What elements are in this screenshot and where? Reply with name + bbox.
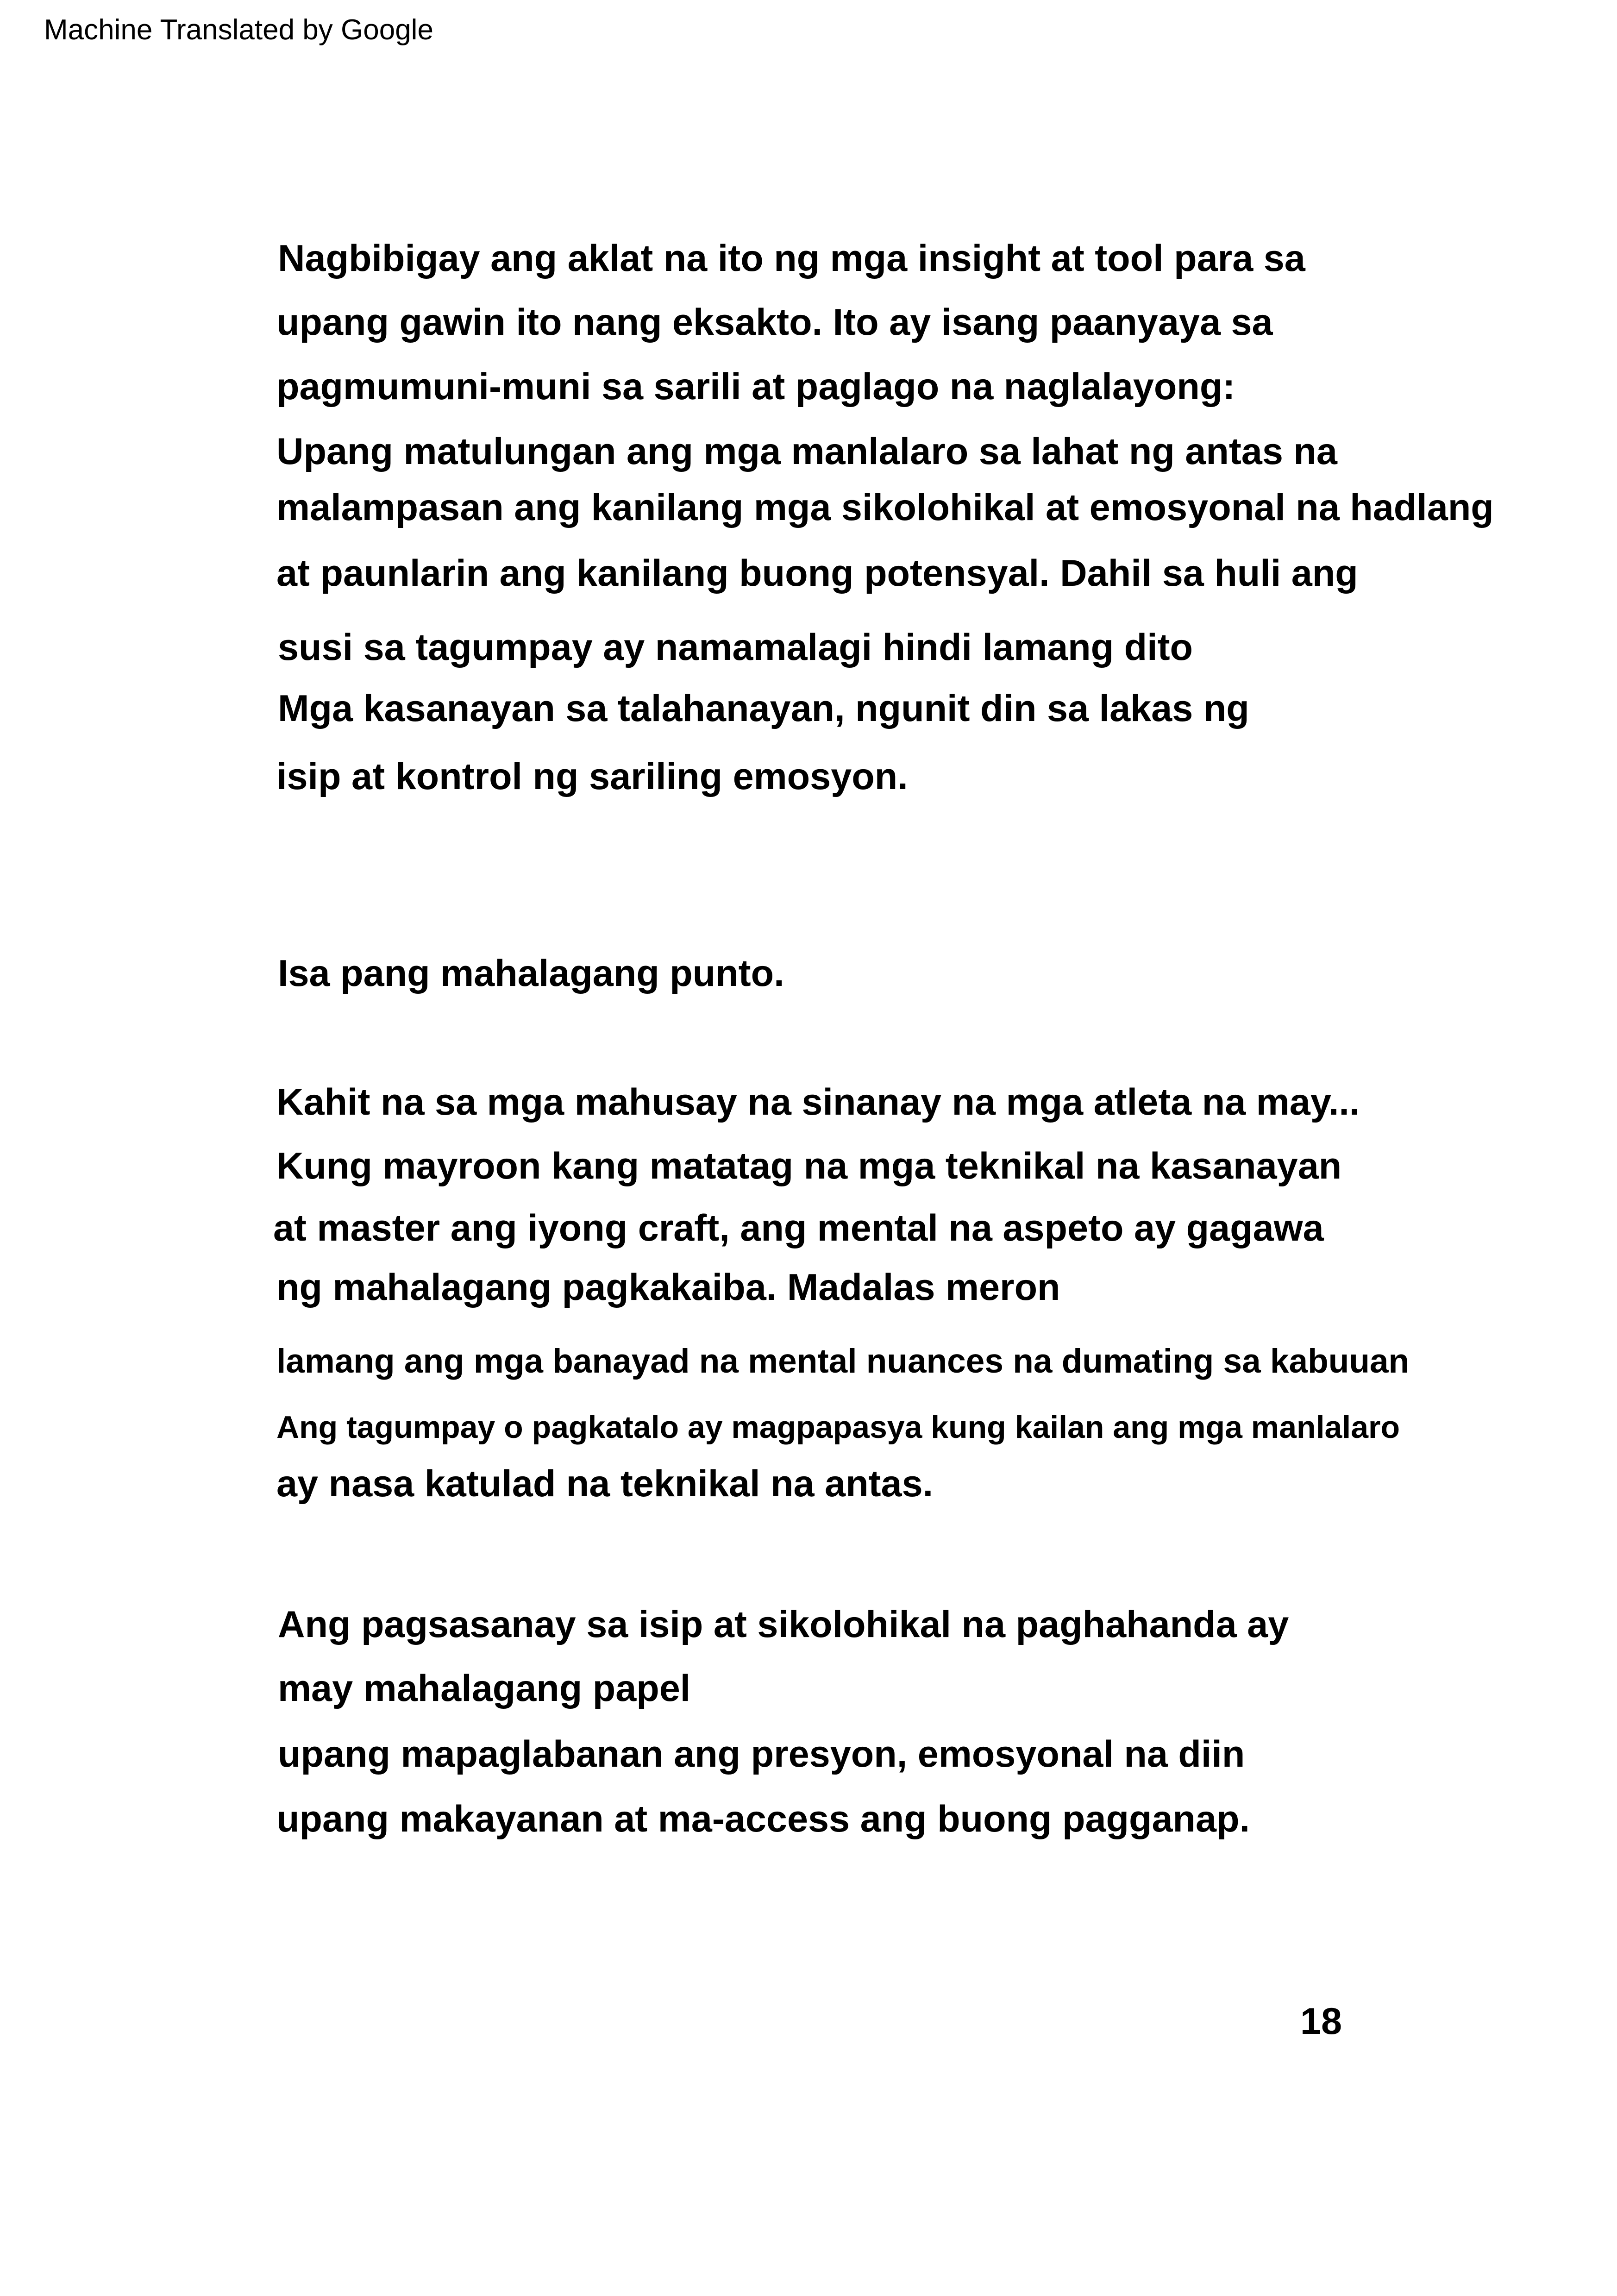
- body-line: upang mapaglabanan ang presyon, emosyonal na diin: [278, 1733, 1245, 1775]
- body-line: at master ang iyong craft, ang mental na aspeto ay gagawa: [273, 1207, 1324, 1249]
- body-line: susi sa tagumpay ay namamalagi hindi lamang dito: [278, 627, 1193, 668]
- body-line: pagmumuni-muni sa sarili at paglago na naglalayong:: [276, 366, 1235, 408]
- body-line: Isa pang mahalagang punto.: [278, 953, 784, 994]
- page-number: 18: [1300, 2001, 1342, 2042]
- machine-translation-watermark: Machine Translated by Google: [44, 14, 433, 46]
- body-line: ng mahalagang pagkakaiba. Madalas meron: [276, 1267, 1060, 1308]
- body-line: Ang tagumpay o pagkatalo ay magpapasya kung kailan ang mga manlalaro: [276, 1410, 1400, 1445]
- body-line: upang gawin ito nang eksakto. Ito ay isang paanyaya sa: [276, 301, 1273, 343]
- body-line: Ang pagsasanay sa isip at sikolohikal na paghahanda ay: [278, 1604, 1289, 1645]
- body-line: malampasan ang kanilang mga sikolohikal at emosyonal na hadlang: [276, 487, 1494, 528]
- body-line: at paunlarin ang kanilang buong potensyal. Dahil sa huli ang: [276, 552, 1358, 594]
- body-line: may mahalagang papel: [278, 1668, 691, 1709]
- body-line: Kahit na sa mga mahusay na sinanay na mga atleta na may...: [276, 1081, 1360, 1123]
- body-line: upang makayanan at ma-access ang buong pagganap.: [276, 1798, 1250, 1840]
- body-line: isip at kontrol ng sariling emosyon.: [276, 756, 908, 797]
- body-line: Upang matulungan ang mga manlalaro sa lahat ng antas na: [276, 431, 1337, 472]
- body-line: Kung mayroon kang matatag na mga teknikal na kasanayan: [276, 1145, 1342, 1187]
- body-line: lamang ang mga banayad na mental nuances na dumating sa kabuuan: [276, 1342, 1410, 1380]
- body-line: Mga kasanayan sa talahanayan, ngunit din sa lakas ng: [278, 688, 1249, 729]
- body-line: ay nasa katulad na teknikal na antas.: [276, 1463, 934, 1505]
- body-line: Nagbibigay ang aklat na ito ng mga insight at tool para sa: [278, 238, 1305, 279]
